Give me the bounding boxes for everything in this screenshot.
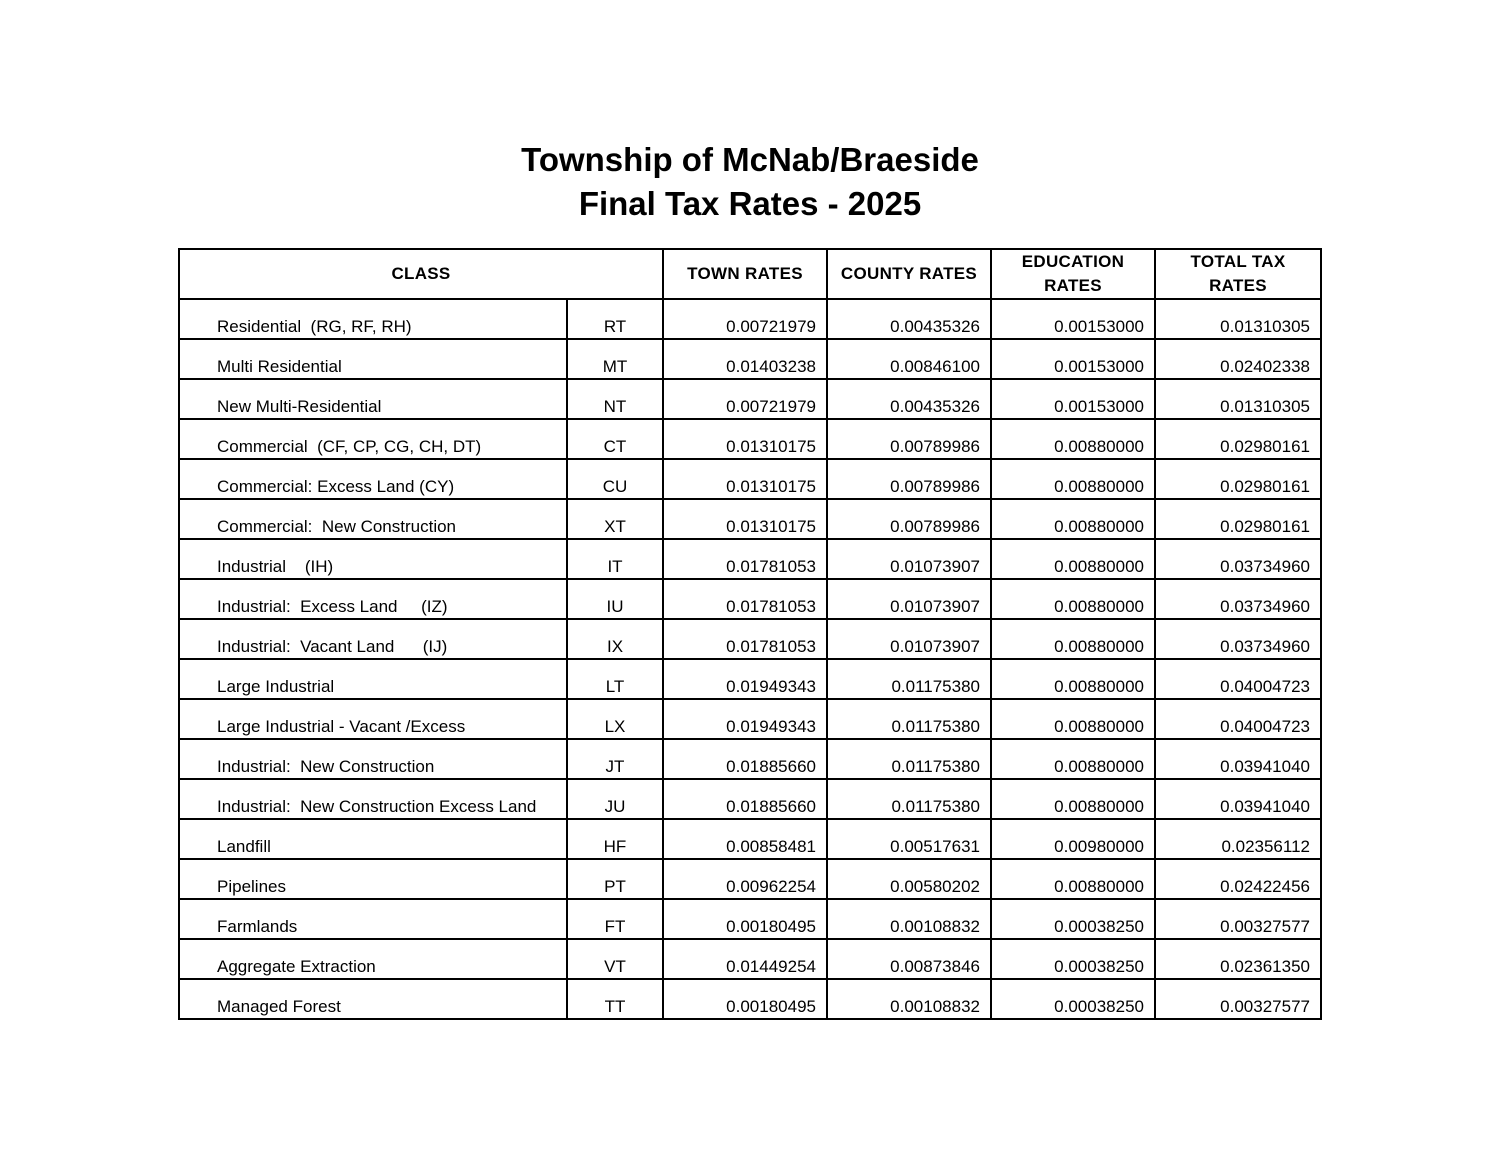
table-row [179,579,1321,619]
tax-rates-table [178,248,1322,1020]
class-cell: Industrial: Excess Land (IZ) [179,579,567,619]
education-rate-cell: 0.00880000 [991,539,1155,579]
class-cell: Large Industrial [179,659,567,699]
table-row [179,899,1321,939]
county-rate-cell: 0.01175380 [827,699,991,739]
table-row [179,659,1321,699]
education-rate-cell: 0.00038250 [991,979,1155,1019]
county-rate-cell: 0.01175380 [827,779,991,819]
total-rate-cell: 0.02356112 [1155,819,1321,859]
header-town-rates: TOWN RATES [663,249,827,299]
table-row [179,859,1321,899]
education-rate-cell: 0.00153000 [991,339,1155,379]
town-rate-cell: 0.01310175 [663,419,827,459]
code-cell: IT [567,539,663,579]
table-row [179,299,1321,339]
class-cell: Residential (RG, RF, RH) [179,299,567,339]
header-total-tax-rates-label: TOTAL TAX RATES [1190,252,1286,295]
town-rate-cell: 0.01949343 [663,699,827,739]
total-rate-cell: 0.02402338 [1155,339,1321,379]
table-row [179,539,1321,579]
town-rate-cell: 0.00962254 [663,859,827,899]
county-rate-cell: 0.01073907 [827,539,991,579]
town-rate-cell: 0.01449254 [663,939,827,979]
code-cell: NT [567,379,663,419]
county-rate-cell: 0.01175380 [827,739,991,779]
class-cell: Landfill [179,819,567,859]
county-rate-cell: 0.01073907 [827,579,991,619]
total-rate-cell: 0.03734960 [1155,619,1321,659]
table-row [179,379,1321,419]
total-rate-cell: 0.02361350 [1155,939,1321,979]
class-cell: Large Industrial - Vacant /Excess [179,699,567,739]
class-cell: Industrial: Vacant Land (IJ) [179,619,567,659]
total-rate-cell: 0.03941040 [1155,779,1321,819]
code-cell: XT [567,499,663,539]
county-rate-cell: 0.00846100 [827,339,991,379]
county-rate-cell: 0.00435326 [827,299,991,339]
education-rate-cell: 0.00880000 [991,579,1155,619]
class-cell: Aggregate Extraction [179,939,567,979]
town-rate-cell: 0.01310175 [663,499,827,539]
total-rate-cell: 0.00327577 [1155,899,1321,939]
class-cell: Industrial: New Construction Excess Land [179,779,567,819]
code-cell: VT [567,939,663,979]
total-rate-cell: 0.01310305 [1155,379,1321,419]
class-cell: New Multi-Residential [179,379,567,419]
header-class: CLASS [179,249,663,299]
town-rate-cell: 0.01781053 [663,579,827,619]
county-rate-cell: 0.01073907 [827,619,991,659]
county-rate-cell: 0.00517631 [827,819,991,859]
code-cell: LX [567,699,663,739]
class-cell: Pipelines [179,859,567,899]
class-cell: Multi Residential [179,339,567,379]
education-rate-cell: 0.00880000 [991,739,1155,779]
education-rate-cell: 0.00880000 [991,659,1155,699]
county-rate-cell: 0.00789986 [827,459,991,499]
code-cell: TT [567,979,663,1019]
code-cell: LT [567,659,663,699]
class-cell: Industrial: New Construction [179,739,567,779]
education-rate-cell: 0.00153000 [991,379,1155,419]
class-cell: Commercial (CF, CP, CG, CH, DT) [179,419,567,459]
table-row [179,939,1321,979]
total-rate-cell: 0.02980161 [1155,499,1321,539]
code-cell: MT [567,339,663,379]
table-row [179,619,1321,659]
code-cell: CU [567,459,663,499]
header-education-rates [991,249,1155,299]
education-rate-cell: 0.00038250 [991,899,1155,939]
county-rate-cell: 0.00580202 [827,859,991,899]
town-rate-cell: 0.01781053 [663,539,827,579]
town-rate-cell: 0.00180495 [663,979,827,1019]
class-cell: Managed Forest [179,979,567,1019]
county-rate-cell: 0.00108832 [827,899,991,939]
town-rate-cell: 0.01403238 [663,339,827,379]
total-rate-cell: 0.00327577 [1155,979,1321,1019]
total-rate-cell: 0.01310305 [1155,299,1321,339]
education-rate-cell: 0.00880000 [991,459,1155,499]
total-rate-cell: 0.03734960 [1155,579,1321,619]
county-rate-cell: 0.00873846 [827,939,991,979]
education-rate-cell: 0.00153000 [991,299,1155,339]
code-cell: PT [567,859,663,899]
education-rate-cell: 0.00880000 [991,699,1155,739]
code-cell: HF [567,819,663,859]
total-rate-cell: 0.04004723 [1155,659,1321,699]
header-county-rates: COUNTY RATES [827,249,991,299]
table-row [179,779,1321,819]
total-rate-cell: 0.02980161 [1155,419,1321,459]
town-rate-cell: 0.01781053 [663,619,827,659]
table-row [179,979,1321,1019]
table-row [179,819,1321,859]
code-cell: RT [567,299,663,339]
county-rate-cell: 0.00435326 [827,379,991,419]
header-education-rates-label: EDUCATION RATES [1021,252,1125,295]
town-rate-cell: 0.01310175 [663,459,827,499]
class-cell: Commercial: Excess Land (CY) [179,459,567,499]
total-rate-cell: 0.04004723 [1155,699,1321,739]
table-row [179,419,1321,459]
education-rate-cell: 0.00880000 [991,779,1155,819]
town-rate-cell: 0.01949343 [663,659,827,699]
header-total-tax-rates [1155,249,1321,299]
county-rate-cell: 0.00789986 [827,419,991,459]
education-rate-cell: 0.00880000 [991,499,1155,539]
education-rate-cell: 0.00980000 [991,819,1155,859]
page-subtitle: Final Tax Rates - 2025 [578,185,922,222]
education-rate-cell: 0.00880000 [991,859,1155,899]
town-rate-cell: 0.01885660 [663,739,827,779]
town-rate-cell: 0.00721979 [663,379,827,419]
class-cell: Industrial (IH) [179,539,567,579]
code-cell: IU [567,579,663,619]
class-cell: Farmlands [179,899,567,939]
table-row [179,699,1321,739]
table-row [179,739,1321,779]
total-rate-cell: 0.02422456 [1155,859,1321,899]
code-cell: JU [567,779,663,819]
total-rate-cell: 0.03941040 [1155,739,1321,779]
total-rate-cell: 0.02980161 [1155,459,1321,499]
town-rate-cell: 0.00180495 [663,899,827,939]
code-cell: IX [567,619,663,659]
town-rate-cell: 0.00721979 [663,299,827,339]
education-rate-cell: 0.00880000 [991,619,1155,659]
county-rate-cell: 0.01175380 [827,659,991,699]
town-rate-cell: 0.00858481 [663,819,827,859]
page-title: Township of McNab/Braeside [521,141,979,178]
county-rate-cell: 0.00108832 [827,979,991,1019]
table-row [179,339,1321,379]
county-rate-cell: 0.00789986 [827,499,991,539]
code-cell: JT [567,739,663,779]
total-rate-cell: 0.03734960 [1155,539,1321,579]
education-rate-cell: 0.00038250 [991,939,1155,979]
code-cell: FT [567,899,663,939]
table-row [179,459,1321,499]
education-rate-cell: 0.00880000 [991,419,1155,459]
class-cell: Commercial: New Construction [179,499,567,539]
table-row [179,499,1321,539]
town-rate-cell: 0.01885660 [663,779,827,819]
table-header-row [179,249,1321,299]
code-cell: CT [567,419,663,459]
